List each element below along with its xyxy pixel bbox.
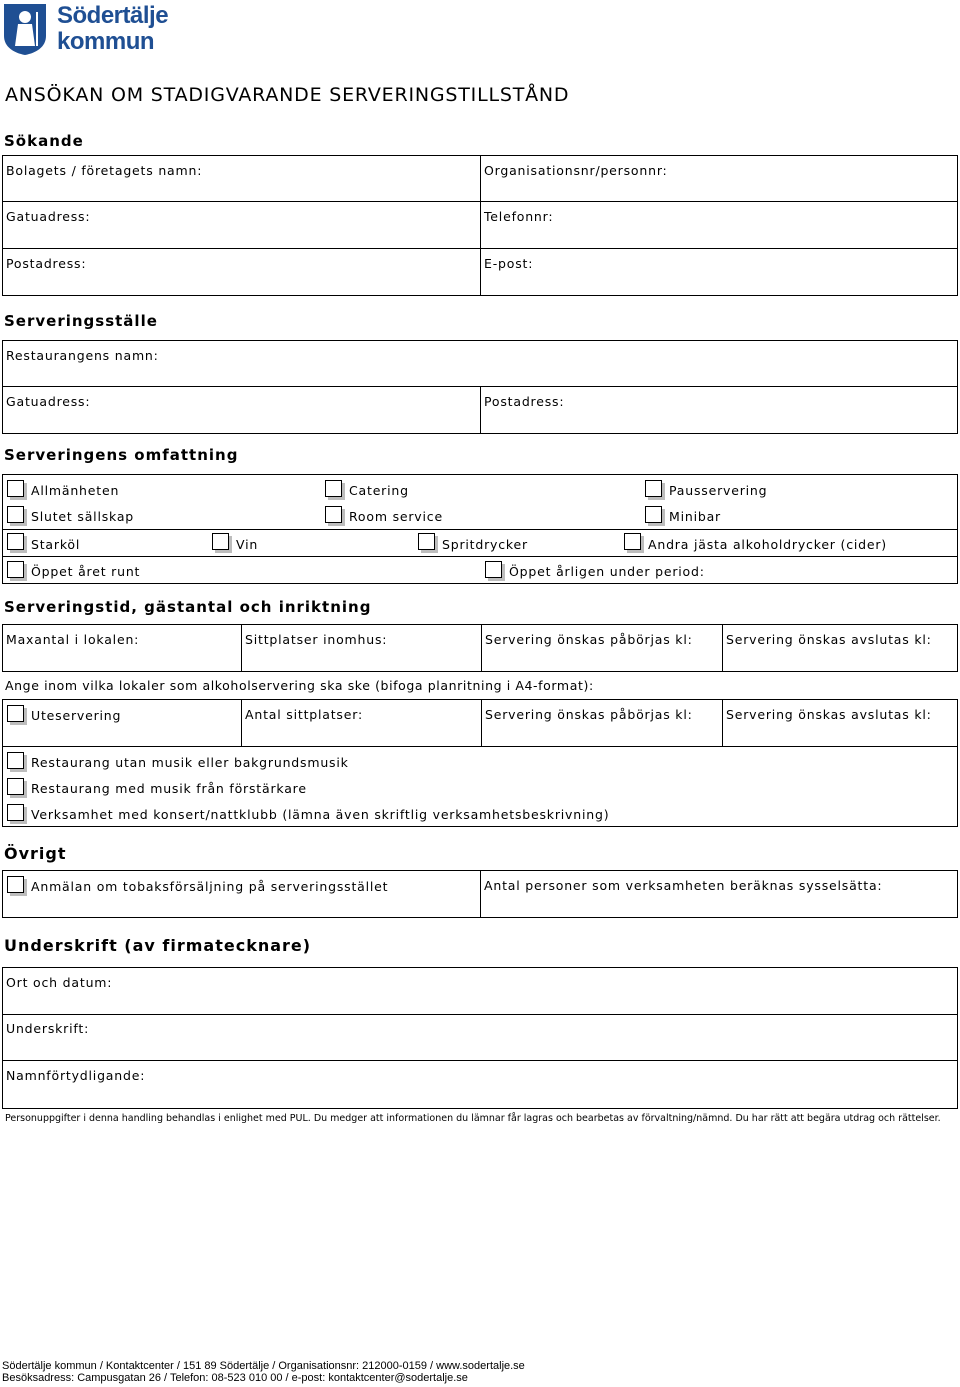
place-date-field[interactable]: Ort och datum: xyxy=(6,975,113,990)
logo-line-1: Södertälje xyxy=(57,2,169,29)
end-time-field[interactable]: Servering önskas avslutas kl: xyxy=(726,632,932,647)
checkbox-uteservering[interactable] xyxy=(7,705,24,722)
outdoor-seats-field[interactable]: Antal sittplatser: xyxy=(245,707,363,722)
postal-address-field[interactable]: Postadress: xyxy=(6,256,87,271)
section-ovrigt-title: Övrigt xyxy=(4,844,67,863)
checkbox-utan-musik[interactable] xyxy=(7,752,24,769)
logo-line-2: kommun xyxy=(57,28,155,55)
venue-street-field[interactable]: Gatuadress: xyxy=(6,394,91,409)
label-med-musik: Restaurang med musik från förstärkare xyxy=(31,781,307,796)
label-spritdrycker: Spritdrycker xyxy=(442,537,528,552)
checkbox-vin[interactable] xyxy=(212,533,229,550)
checkbox-room-service[interactable] xyxy=(325,506,342,523)
section-serveringsstalle-title: Serveringsställe xyxy=(4,312,158,330)
label-oppet-period: Öppet årligen under period: xyxy=(509,564,705,579)
checkbox-oppet-period[interactable] xyxy=(485,561,502,578)
start-time-field[interactable]: Servering önskas påbörjas kl: xyxy=(485,632,693,647)
footer-line-2: Besöksadress: Campusgatan 26 / Telefon: 08-523 010 00 / e-post: kontaktcenter@sodertalje.se xyxy=(2,1372,468,1384)
checkbox-med-musik[interactable] xyxy=(7,778,24,795)
label-pausservering: Pausservering xyxy=(669,483,768,498)
company-name-field[interactable]: Bolagets / företagets namn: xyxy=(6,163,203,178)
venue-postal-field[interactable]: Postadress: xyxy=(484,394,565,409)
label-slutet-sallskap: Slutet sällskap xyxy=(31,509,135,524)
indoor-seats-field[interactable]: Sittplatser inomhus: xyxy=(245,632,388,647)
checkbox-konsert[interactable] xyxy=(7,804,24,821)
checkbox-andra-jasta[interactable] xyxy=(624,533,641,550)
phone-field[interactable]: Telefonnr: xyxy=(484,209,554,224)
label-room-service: Room service xyxy=(349,509,443,524)
label-catering: Catering xyxy=(349,483,409,498)
restaurant-name-field[interactable]: Restaurangens namn: xyxy=(6,348,159,363)
email-field[interactable]: E-post: xyxy=(484,256,534,271)
checkbox-pausservering[interactable] xyxy=(645,480,662,497)
checkbox-spritdrycker[interactable] xyxy=(418,533,435,550)
premises-instruction: Ange inom vilka lokaler som alkoholservering ska ske (bifoga planritning i A4-format): xyxy=(5,678,594,693)
checkbox-tobak[interactable] xyxy=(7,876,24,893)
section-omfattning-title: Serveringens omfattning xyxy=(4,446,239,464)
checkbox-catering[interactable] xyxy=(325,480,342,497)
label-allmanheten: Allmänheten xyxy=(31,483,120,498)
coat-of-arms-icon xyxy=(2,2,48,56)
document-title: ANSÖKAN OM STADIGVARANDE SERVERINGSTILLSTÅND xyxy=(5,84,570,106)
pul-notice: Personuppgifter i denna handling behandlas i enlighet med PUL. Du medger att informationen du lämnar får lagras och bearbetas av förvaltning/nämnd. Du har rätt att begära utdrag och rättelser. xyxy=(5,1113,941,1124)
label-uteservering: Uteservering xyxy=(31,708,122,723)
employees-field[interactable]: Antal personer som verksamheten beräknas sysselsätta: xyxy=(484,878,883,893)
signature-field[interactable]: Underskrift: xyxy=(6,1021,90,1036)
outdoor-start-time-field[interactable]: Servering önskas påbörjas kl: xyxy=(485,707,693,722)
label-vin: Vin xyxy=(236,537,259,552)
checkbox-minibar[interactable] xyxy=(645,506,662,523)
outdoor-end-time-field[interactable]: Servering önskas avslutas kl: xyxy=(726,707,932,722)
checkbox-oppet-aret-runt[interactable] xyxy=(7,561,24,578)
label-starkol: Starköl xyxy=(31,537,81,552)
org-number-field[interactable]: Organisationsnr/personnr: xyxy=(484,163,668,178)
section-serveringstid-title: Serveringstid, gästantal och inriktning xyxy=(4,598,372,616)
checkbox-slutet-sallskap[interactable] xyxy=(7,506,24,523)
street-address-field[interactable]: Gatuadress: xyxy=(6,209,91,224)
label-konsert: Verksamhet med konsert/nattklubb (lämna även skriftlig verksamhetsbeskrivning) xyxy=(31,807,610,822)
underskrift-box xyxy=(2,967,958,1109)
max-capacity-field[interactable]: Maxantal i lokalen: xyxy=(6,632,140,647)
label-minibar: Minibar xyxy=(669,509,721,524)
checkbox-allmanheten[interactable] xyxy=(7,480,24,497)
section-sokande-title: Sökande xyxy=(4,132,84,150)
label-andra-jasta: Andra jästa alkoholdrycker (cider) xyxy=(648,537,887,552)
name-clarification-field[interactable]: Namnförtydligande: xyxy=(6,1068,146,1083)
label-oppet-aret-runt: Öppet året runt xyxy=(31,564,141,579)
label-tobak: Anmälan om tobaksförsäljning på serveringsstället xyxy=(31,879,389,894)
label-utan-musik: Restaurang utan musik eller bakgrundsmusik xyxy=(31,755,349,770)
checkbox-starkol[interactable] xyxy=(7,533,24,550)
footer-line-1: Södertälje kommun / Kontaktcenter / 151 89 Södertälje / Organisationsnr: 212000-0159 / www.sodertalje.se xyxy=(2,1360,525,1372)
sodertalje-logo xyxy=(2,2,182,58)
section-underskrift-title: Underskrift (av firmatecknare) xyxy=(4,936,312,955)
